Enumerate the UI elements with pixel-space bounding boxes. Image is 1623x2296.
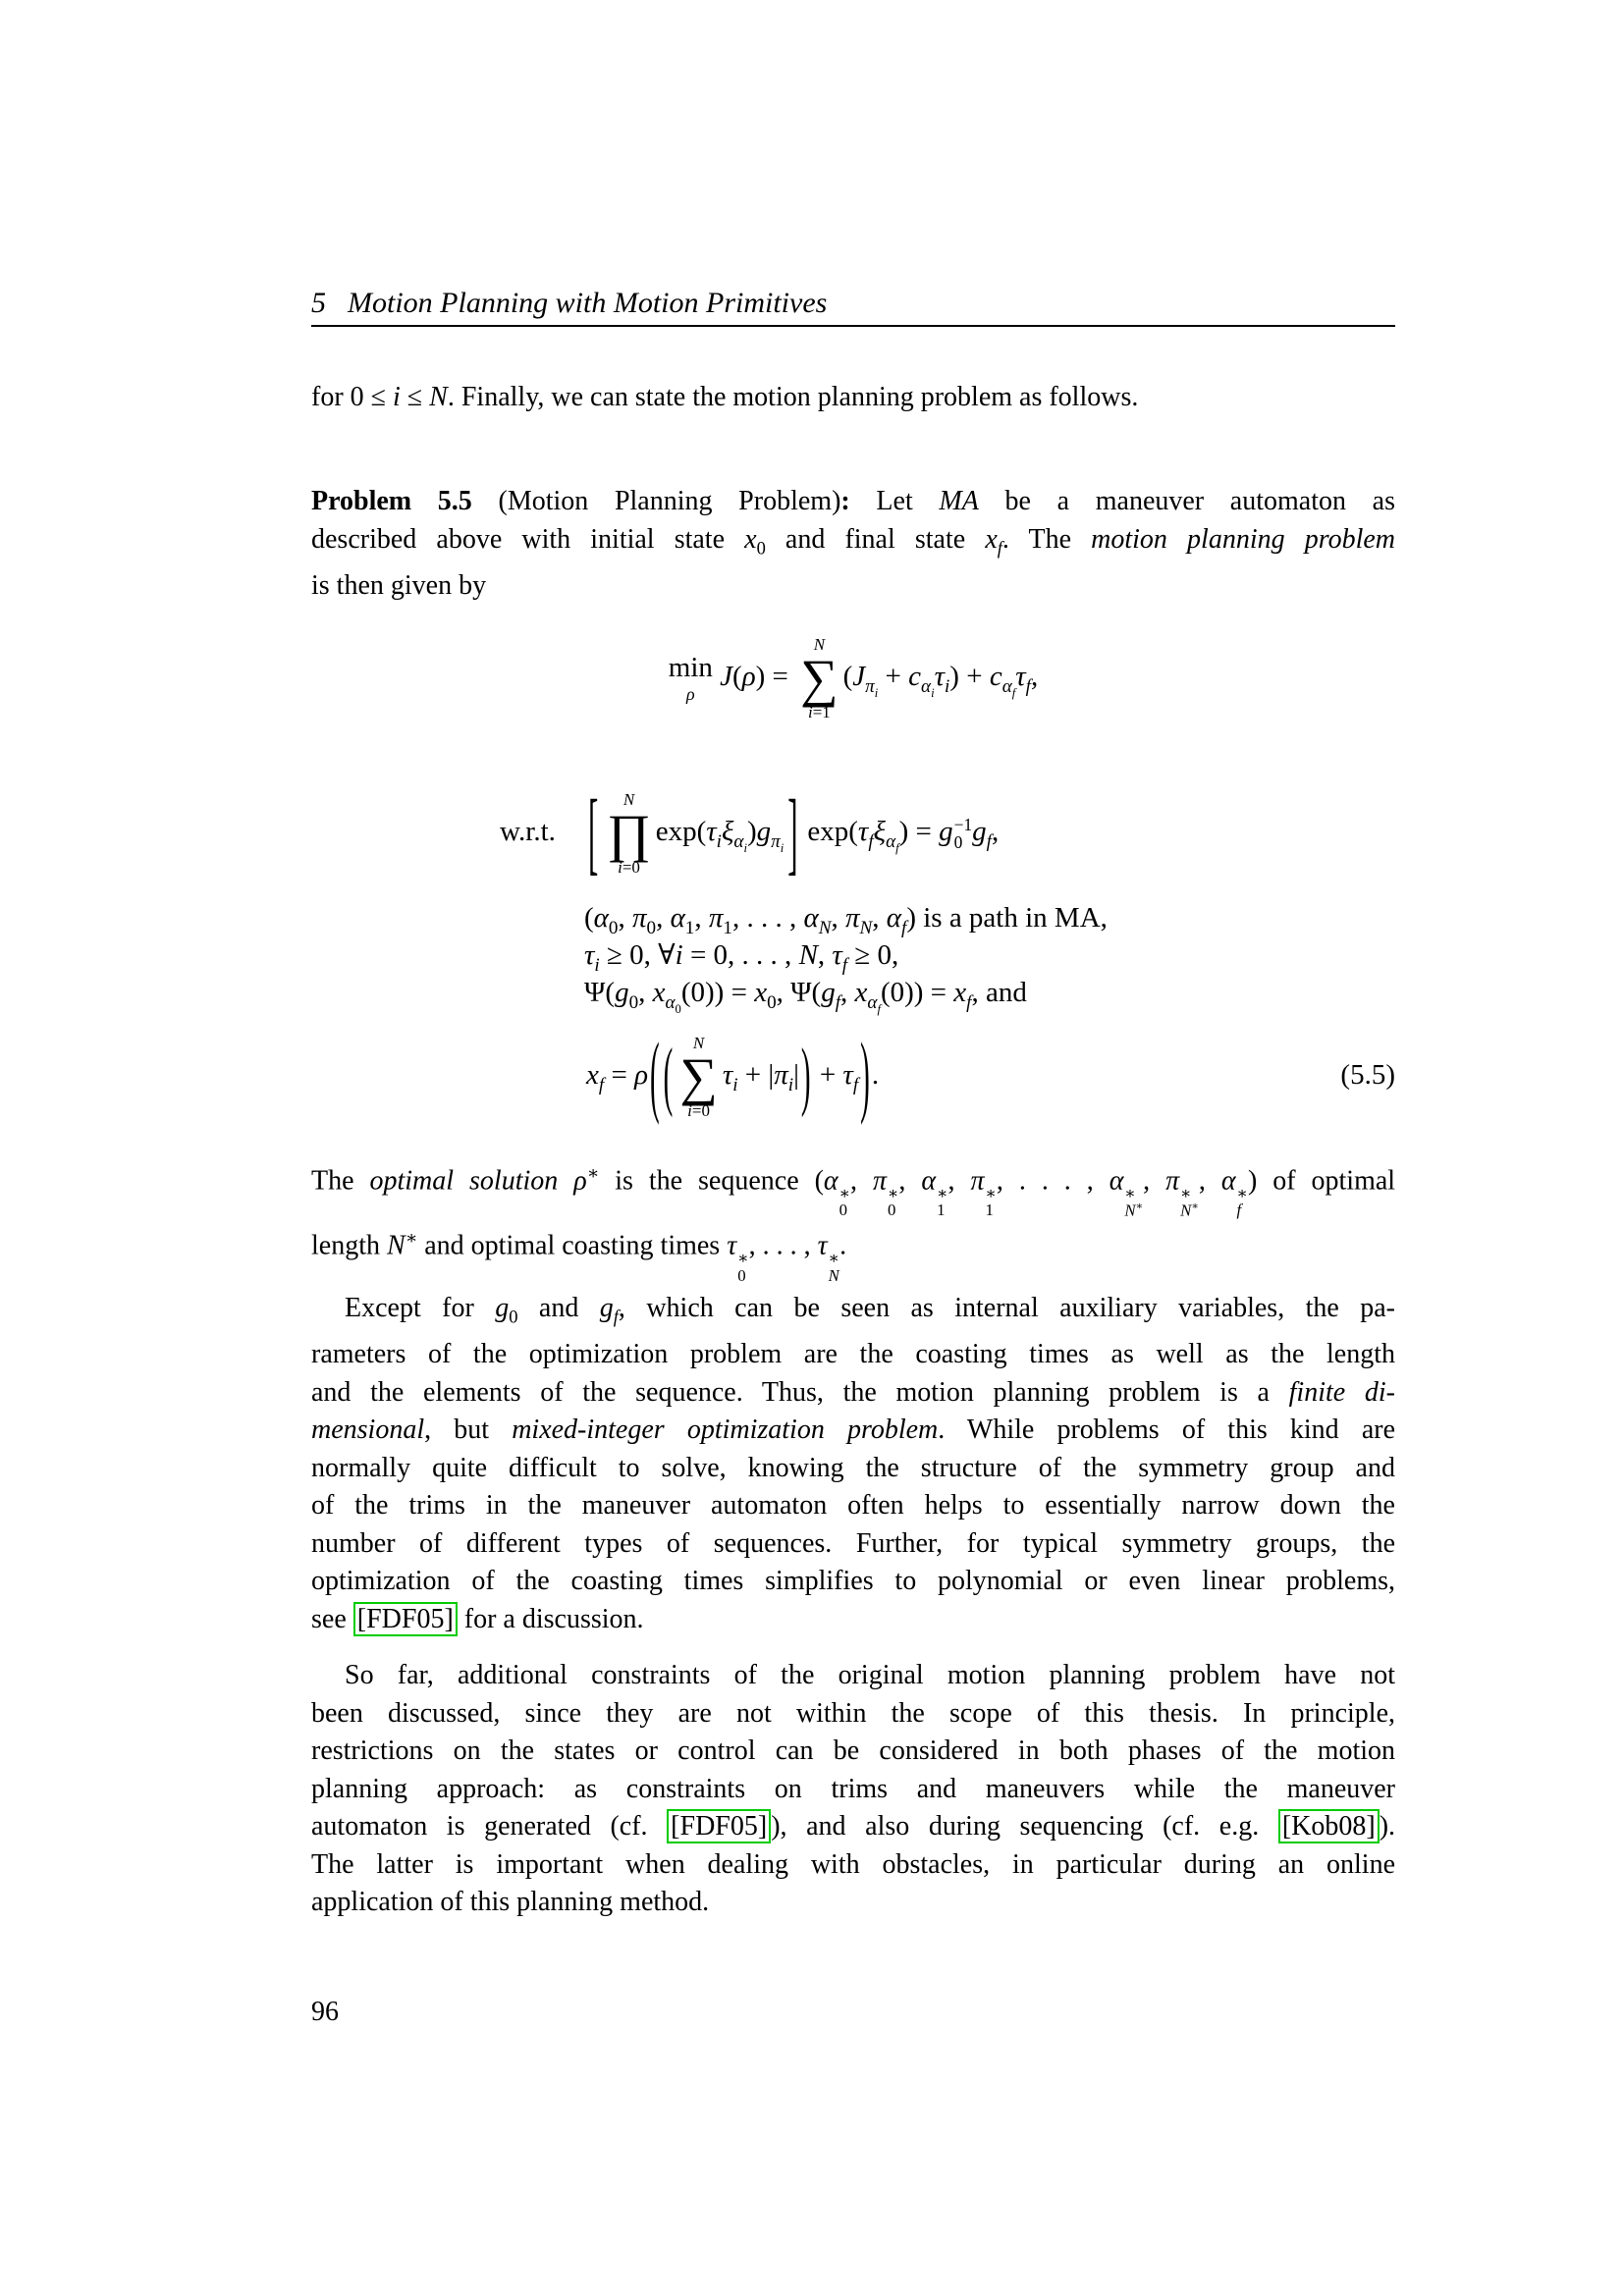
equation-constraint-xf: $x_f = \rho$( ( N ∑ i=0 $\tau_i + |\pi_i|) + \tau_f$).	[586, 1027, 880, 1128]
citation-link[interactable]: [FDF05]	[667, 1809, 771, 1843]
text-line: optimization of the coasting times simplifies to polynomial or even linear problems,	[311, 1566, 1395, 1597]
text-line: The latter is important when dealing with obstacles, in particular during an online	[311, 1848, 1395, 1880]
text-line: planning approach: as constraints on trims and maneuvers while the maneuver	[311, 1773, 1395, 1804]
equation-objective: min ρ J(ρ) = N ∑ i=1 $(J_{\pi_i} + c_{\alpha_i}\tau_i) + c_{\alpha_f}\tau_f$,	[668, 634, 1039, 722]
header-rule	[311, 325, 1395, 327]
text-line: mensional, but mixed-integer optimization problem. While problems of this kind are	[311, 1415, 1396, 1446]
text-line: restrictions on the states or control can be considered in both phases of the motion	[311, 1735, 1395, 1766]
equation-constraint-path: ($\alpha_0$, $\pi_0$, $\alpha_1$, $\pi_1$, . . . , $\alpha_N$, $\pi_N$, $\alpha_f$) is a path in MA,	[584, 902, 1108, 938]
discussion-paragraph	[311, 1290, 1395, 1638]
text-line: see [FDF05] for a discussion.	[311, 1603, 644, 1634]
text-line: length N∗ and optimal coasting times τ ∗ 0 , . . . , τ ∗ N .	[311, 1228, 847, 1285]
text-line: Problem 5.5 (Motion Planning Problem): Let MA be a maneuver automaton as	[311, 486, 1395, 516]
intro-paragraph	[311, 379, 1395, 417]
equation-constraint-tau: $\tau_i \ge 0$, ∀i = 0, . . . , N, $\tau_f \ge 0$,	[584, 939, 899, 976]
text-line: described above with initial state $x_0$ and final state $x_f$. The motion planning problem	[311, 523, 1396, 559]
text-line: So far, additional constraints of the original motion planning problem have not	[345, 1660, 1395, 1690]
text-line: automaton is generated (cf. [FDF05] ), and also during sequencing (cf. e.g. [Kob08] ).	[311, 1811, 1396, 1842]
citation-link[interactable]: [Kob08]	[1278, 1809, 1380, 1843]
text-line: of the trims in the maneuver automaton often helps to essentially narrow down the	[311, 1490, 1395, 1522]
text-line: Except for $g_0$ and $g_f$, which can be seen as internal auxiliary variables, the pa-	[345, 1293, 1396, 1327]
text-line: normally quite difficult to solve, knowing the structure of the symmetry group and	[311, 1452, 1395, 1483]
text-line: number of different types of sequences. Further, for typical symmetry groups, the	[311, 1527, 1395, 1559]
text-line: The optimal solution ρ∗ is the sequence (α ∗ 0 , π ∗ 0 , α ∗ 1 , π ∗ 1 , . . . , α ∗ N∗ , π ∗ N∗ , α ∗ f ) of optimal	[311, 1163, 1396, 1220]
optimal-solution-paragraph	[311, 1154, 1395, 1284]
text-line: been discussed, since they are not within the scope of this thesis. In principle,	[311, 1697, 1395, 1729]
problem-statement	[311, 483, 1395, 605]
text-line: application of this planning method.	[311, 1887, 710, 1917]
equation-constraint-product: w.r.t. [ N ∏ i=0 $\exp(\tau_i\xi_{\alpha_i})g_{\pi_i}$ ] $\exp(\tau_f\xi_{\alpha_f}) = g$ −1 0 $g_f$,	[500, 779, 1000, 885]
text-line: for 0 ≤ i ≤ N. Finally, we can state the motion planning problem as follows.	[311, 382, 1139, 412]
citation-link[interactable]: [FDF05]	[353, 1602, 458, 1636]
equation-number: (5.5)	[1340, 1059, 1395, 1091]
running-header	[311, 287, 1395, 320]
text-line: is then given by	[311, 569, 487, 601]
chapter-title: Motion Planning with Motion Primitives	[348, 287, 828, 319]
text-line: rameters of the optimization problem are the coasting times as well as the length	[311, 1339, 1395, 1370]
text-block	[311, 0, 1395, 2296]
text-line: and the elements of the sequence. Thus, the motion planning problem is a finite di-	[311, 1376, 1395, 1408]
chapter-number: 5	[311, 287, 326, 319]
equation-constraint-psi: $\Psi(g_0$, $x_{\alpha_0}(0)) = x_0$, $\Psi(g_f$, $x_{\alpha_f}(0)) = x_f$, and	[584, 977, 1027, 1016]
page-number: 96	[311, 1997, 339, 2027]
constraints-paragraph	[311, 1657, 1395, 1922]
